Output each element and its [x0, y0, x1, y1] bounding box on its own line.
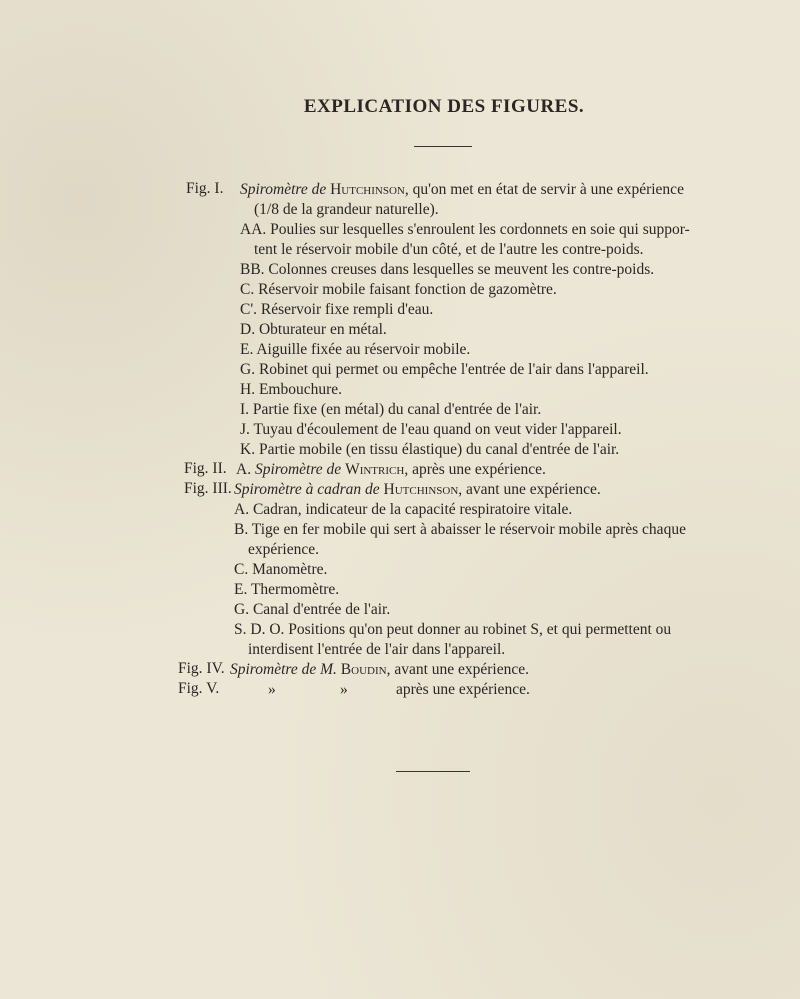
legend-item: D. Obturateur en métal.: [240, 321, 387, 338]
figure-caption: après une expérience.: [396, 681, 530, 698]
legend-item: E. Thermomètre.: [234, 581, 340, 598]
figure-label: Fig. I.: [186, 180, 224, 197]
legend-item: BB. Colonnes creuses dans lesquelles se meuvent les contre-poids.: [240, 261, 655, 278]
legend-item: C. Réservoir mobile faisant fonction de gazomètre.: [240, 281, 557, 298]
legend-item: H. Embouchure.: [240, 381, 343, 398]
page-title: EXPLICATION DES FIGURES.: [303, 96, 585, 117]
figure-label: Fig. IV.: [178, 660, 225, 677]
caption-line: (1/8 de la grandeur naturelle).: [254, 201, 439, 218]
ditto-mark: »: [268, 681, 276, 698]
legend-item: C. Manomètre.: [234, 561, 328, 578]
legend-item-continued: tent le réservoir mobile d'un côté, et de l'autre les contre-poids.: [254, 241, 644, 258]
figure-label: Fig. V.: [178, 680, 220, 697]
legend-item: J. Tuyau d'écoulement de l'eau quand on veut vider l'appareil.: [240, 421, 622, 438]
legend-item: A. Cadran, indicateur de la capacité respiratoire vitale.: [234, 501, 573, 518]
legend-item-continued: interdisent l'entrée de l'air dans l'appareil.: [248, 641, 506, 658]
figure-caption: Spiromètre à cadran de Hutchinson, avant une expérience.: [234, 481, 601, 498]
legend-item: B. Tige en fer mobile qui sert à abaisser le réservoir mobile après chaque: [234, 521, 686, 538]
legend-item: I. Partie fixe (en métal) du canal d'entrée de l'air.: [240, 401, 542, 418]
legend-item-continued: expérience.: [248, 541, 319, 558]
legend-item: S. D. O. Positions qu'on peut donner au robinet S, et qui permettent ou: [234, 621, 672, 638]
legend-item: E. Aiguille fixée au réservoir mobile.: [240, 341, 471, 358]
figure-caption: Spiromètre de Hutchinson, qu'on met en état de servir à une expérience: [240, 181, 684, 198]
figure-caption: A. Spiromètre de Wintrich, après une expérience.: [236, 461, 546, 478]
legend-item: G. Robinet qui permet ou empêche l'entrée de l'air dans l'appareil.: [240, 361, 649, 378]
legend-item: K. Partie mobile (en tissu élastique) du canal d'entrée de l'air.: [240, 441, 620, 458]
ditto-mark: »: [340, 681, 348, 698]
title-rule: [414, 146, 472, 147]
legend-item: AA. Poulies sur lesquelles s'enroulent les cordonnets en soie qui suppor-: [240, 221, 690, 238]
closing-rule: [396, 771, 470, 772]
legend-item: G. Canal d'entrée de l'air.: [234, 601, 391, 618]
figure-caption: Spiromètre de M. Boudin, avant une expérience.: [230, 661, 529, 678]
figure-label: Fig. II.: [184, 460, 227, 477]
figure-label: Fig. III.: [184, 480, 232, 497]
legend-item: C'. Réservoir fixe rempli d'eau.: [240, 301, 434, 318]
